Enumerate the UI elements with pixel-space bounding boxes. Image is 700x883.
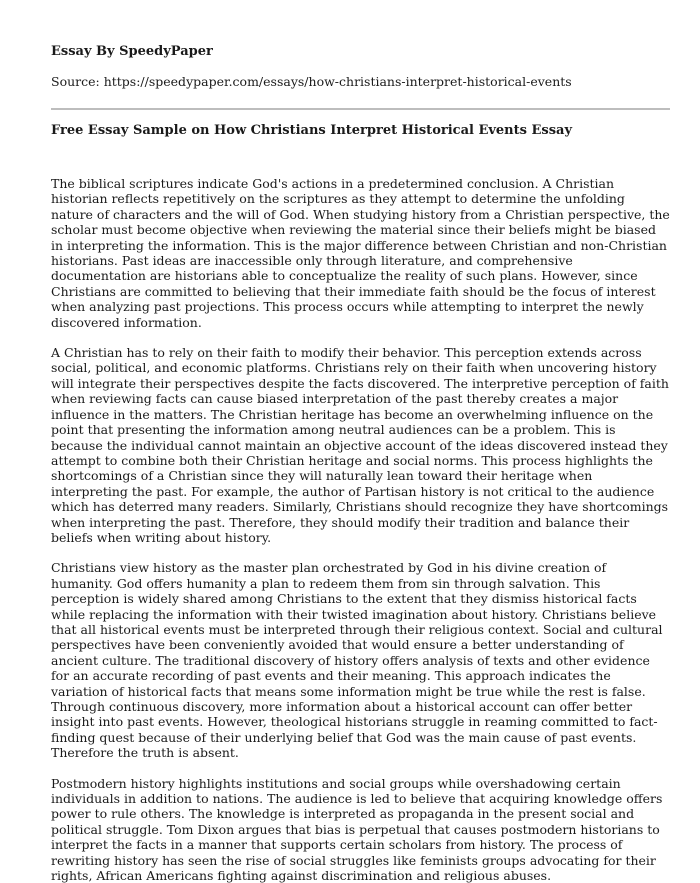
essay-paragraph-3: Christians view history as the master plan orchestrated by God in his divine creation of humanity. God offers humanity a plan to redeem them from sin through salvation. This perception is widely shared among Christians to the extent that they dismiss historical facts while replacing the information with their twisted imagination about history. Christians believe that all historical events must be interpreted through their religious context. Social and cultural perspectives have been conveniently avoided that would ensure a better understanding of ancient culture. The traditional discovery of history offers analysis of texts and other evidence for an accurate recording of past events and their meaning. This approach indicates the variation of historical facts that means some information might be true while the rest is false. Through continuous discovery, more information about a historical account can offer better insight into past events. However, theological historians struggle in reaming committed to fact-finding quest because of their underlying belief that God was the main cause of past events. Therefore the truth is absent. bbox=[51, 560, 663, 761]
source-url[interactable]: https://speedypaper.com/essays/how-christians-interpret-historical-events bbox=[103, 74, 572, 89]
essay-paragraph-1: The biblical scriptures indicate God's actions in a predetermined conclusion. A Christian historian reflects repetitively on the scriptures as they attempt to determine the unfolding nature of characters and the will of God. When studying history from a Christian perspective, the scholar must become objective when reviewing the material since their beliefs might be biased in interpreting the information. This is the major difference between Christian and non-Christian historians. Past ideas are inaccessible only through literature, and comprehensive documentation are historians able to conceptualize the reality of such plans. However, since Christians are committed to believing that their immediate faith should be the focus of interest when analyzing past projections. This process occurs while attempting to interpret the newly discovered information. bbox=[51, 176, 670, 330]
header-divider bbox=[51, 108, 670, 110]
source-label: Source: bbox=[51, 74, 104, 89]
essay-title: Free Essay Sample on How Christians Interpret Historical Events Essay bbox=[51, 123, 573, 138]
document-header-title: Essay By SpeedyPaper bbox=[51, 44, 213, 59]
source-line bbox=[51, 74, 670, 90]
essay-paragraph-2: A Christian has to rely on their faith to modify their behavior. This perception extends across social, political, and economic platforms. Christians rely on their faith when uncovering history will integrate their perspectives despite the facts discovered. The interpretive perception of faith when reviewing facts can cause biased interpretation of the past thereby creates a major influence in the matters. The Christian heritage has become an overwhelming influence on the point that presenting the information among neutral audiences can be a problem. This is because the individual cannot maintain an objective account of the ideas discovered instead they attempt to combine both their Christian heritage and social norms. This process highlights the shortcomings of a Christian since they will naturally lean toward their heritage when interpreting the past. For example, the author of Partisan history is not critical to the audience which has deterred many readers. Similarly, Christians should recognize they have shortcomings when interpreting the past. Therefore, they should modify their tradition and balance their beliefs when writing about history. bbox=[51, 345, 669, 545]
essay-paragraph-4: Postmodern history highlights institutions and social groups while overshadowing certain individuals in addition to nations. The audience is led to believe that acquiring knowledge offers power to rule others. The knowledge is interpreted as propaganda in the present social and political struggle. Tom Dixon argues that bias is perpetual that causes postmodern historians to interpret the facts in a manner that supports certain scholars from history. The process of rewriting history has seen the rise of social struggles like feminists groups advocating for their rights, African Americans fighting against discrimination and religious abuses. bbox=[51, 775, 663, 883]
